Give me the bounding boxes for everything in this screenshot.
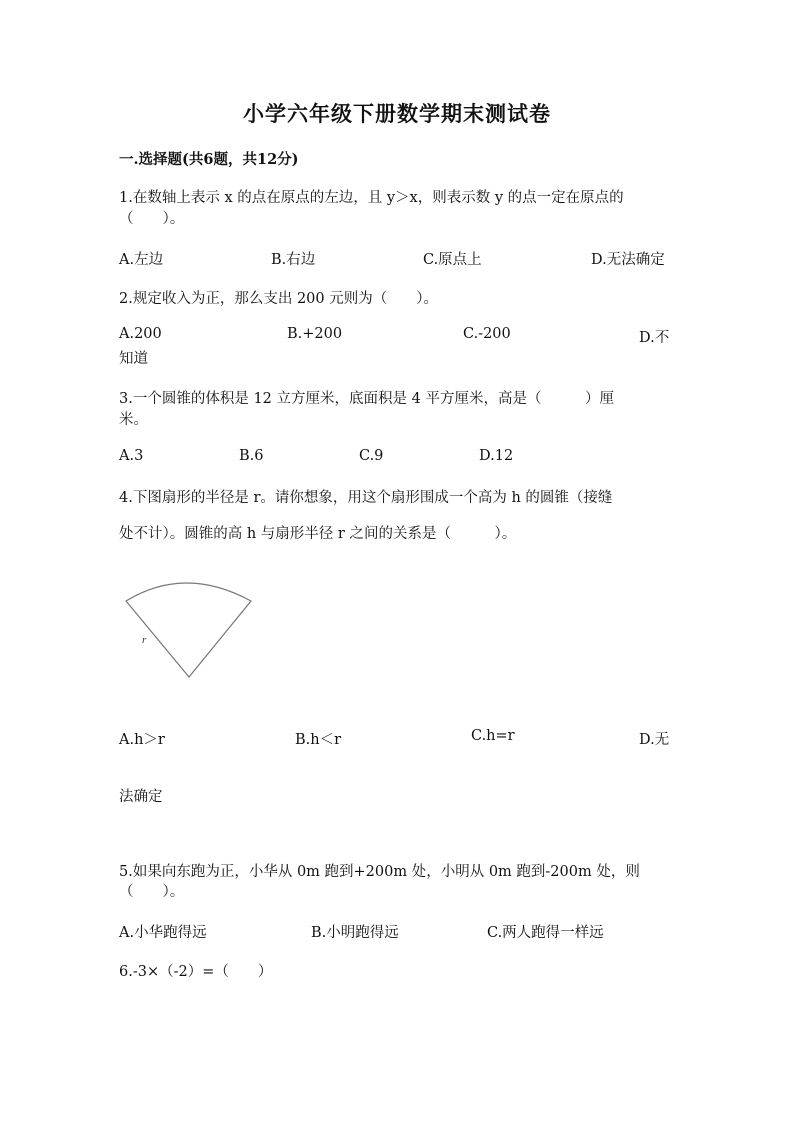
q4-option-d: D.无 <box>639 732 670 748</box>
q1-option-c: C.原点上 <box>423 252 482 268</box>
q1-option-d: D.无法确定 <box>591 252 665 268</box>
q2-option-d-wrap: 知道 <box>119 351 148 367</box>
page-title: 小学六年级下册数学期末测试卷 <box>243 101 551 126</box>
sector-radius-label: r <box>142 634 147 646</box>
question-1-line-2: （ ）。 <box>119 211 185 227</box>
q3-option-a: A.3 <box>119 448 144 464</box>
q4-option-d-wrap: 法确定 <box>119 789 163 805</box>
q2-option-a: A.200 <box>119 326 162 342</box>
question-1-line-1: 1.在数轴上表示 x 的点在原点的左边，且 y＞x，则表示数 y 的点一定在原点的 <box>119 190 624 206</box>
q5-option-a: A.小华跑得远 <box>119 925 207 941</box>
sector-figure <box>118 580 258 685</box>
question-6-line-1: 6.-3×（-2）=（ ） <box>119 964 273 980</box>
q3-option-b: B.6 <box>239 448 264 464</box>
q4-option-c: C.h=r <box>471 728 515 744</box>
q5-option-c: C.两人跑得一样远 <box>487 925 604 941</box>
q2-option-b: B.+200 <box>287 326 343 342</box>
q4-option-b: B.h＜r <box>295 732 342 748</box>
q4-option-a: A.h＞r <box>119 732 165 748</box>
question-2-line-1: 2.规定收入为正，那么支出 200 元则为（ ）。 <box>119 291 438 307</box>
section-heading: 一.选择题(共6题，共12分) <box>119 151 299 168</box>
q1-option-a: A.左边 <box>119 252 164 268</box>
question-3-line-1: 3.一个圆锥的体积是 12 立方厘米，底面积是 4 平方厘米，高是（ ）厘 <box>119 391 614 407</box>
q2-option-c: C.-200 <box>463 326 511 342</box>
q2-option-d: D.不 <box>639 330 670 346</box>
q5-option-b: B.小明跑得远 <box>311 925 399 941</box>
question-3-line-2: 米。 <box>119 412 148 428</box>
q3-option-c: C.9 <box>359 448 384 464</box>
sector-shape <box>126 583 251 677</box>
q3-option-d: D.12 <box>479 448 514 464</box>
question-5-line-1: 5.如果向东跑为正，小华从 0m 跑到+200m 处，小明从 0m 跑到-200m 处，则 <box>119 864 640 880</box>
q1-option-b: B.右边 <box>271 252 316 268</box>
question-4-line-1: 4.下图扇形的半径是 r。请你想象，用这个扇形围成一个高为 h 的圆锥（接缝 <box>119 490 613 506</box>
question-5-line-2: （ ）。 <box>119 884 185 900</box>
question-4-line-2: 处不计）。圆锥的高 h 与扇形半径 r 之间的关系是（ ）。 <box>119 526 517 542</box>
